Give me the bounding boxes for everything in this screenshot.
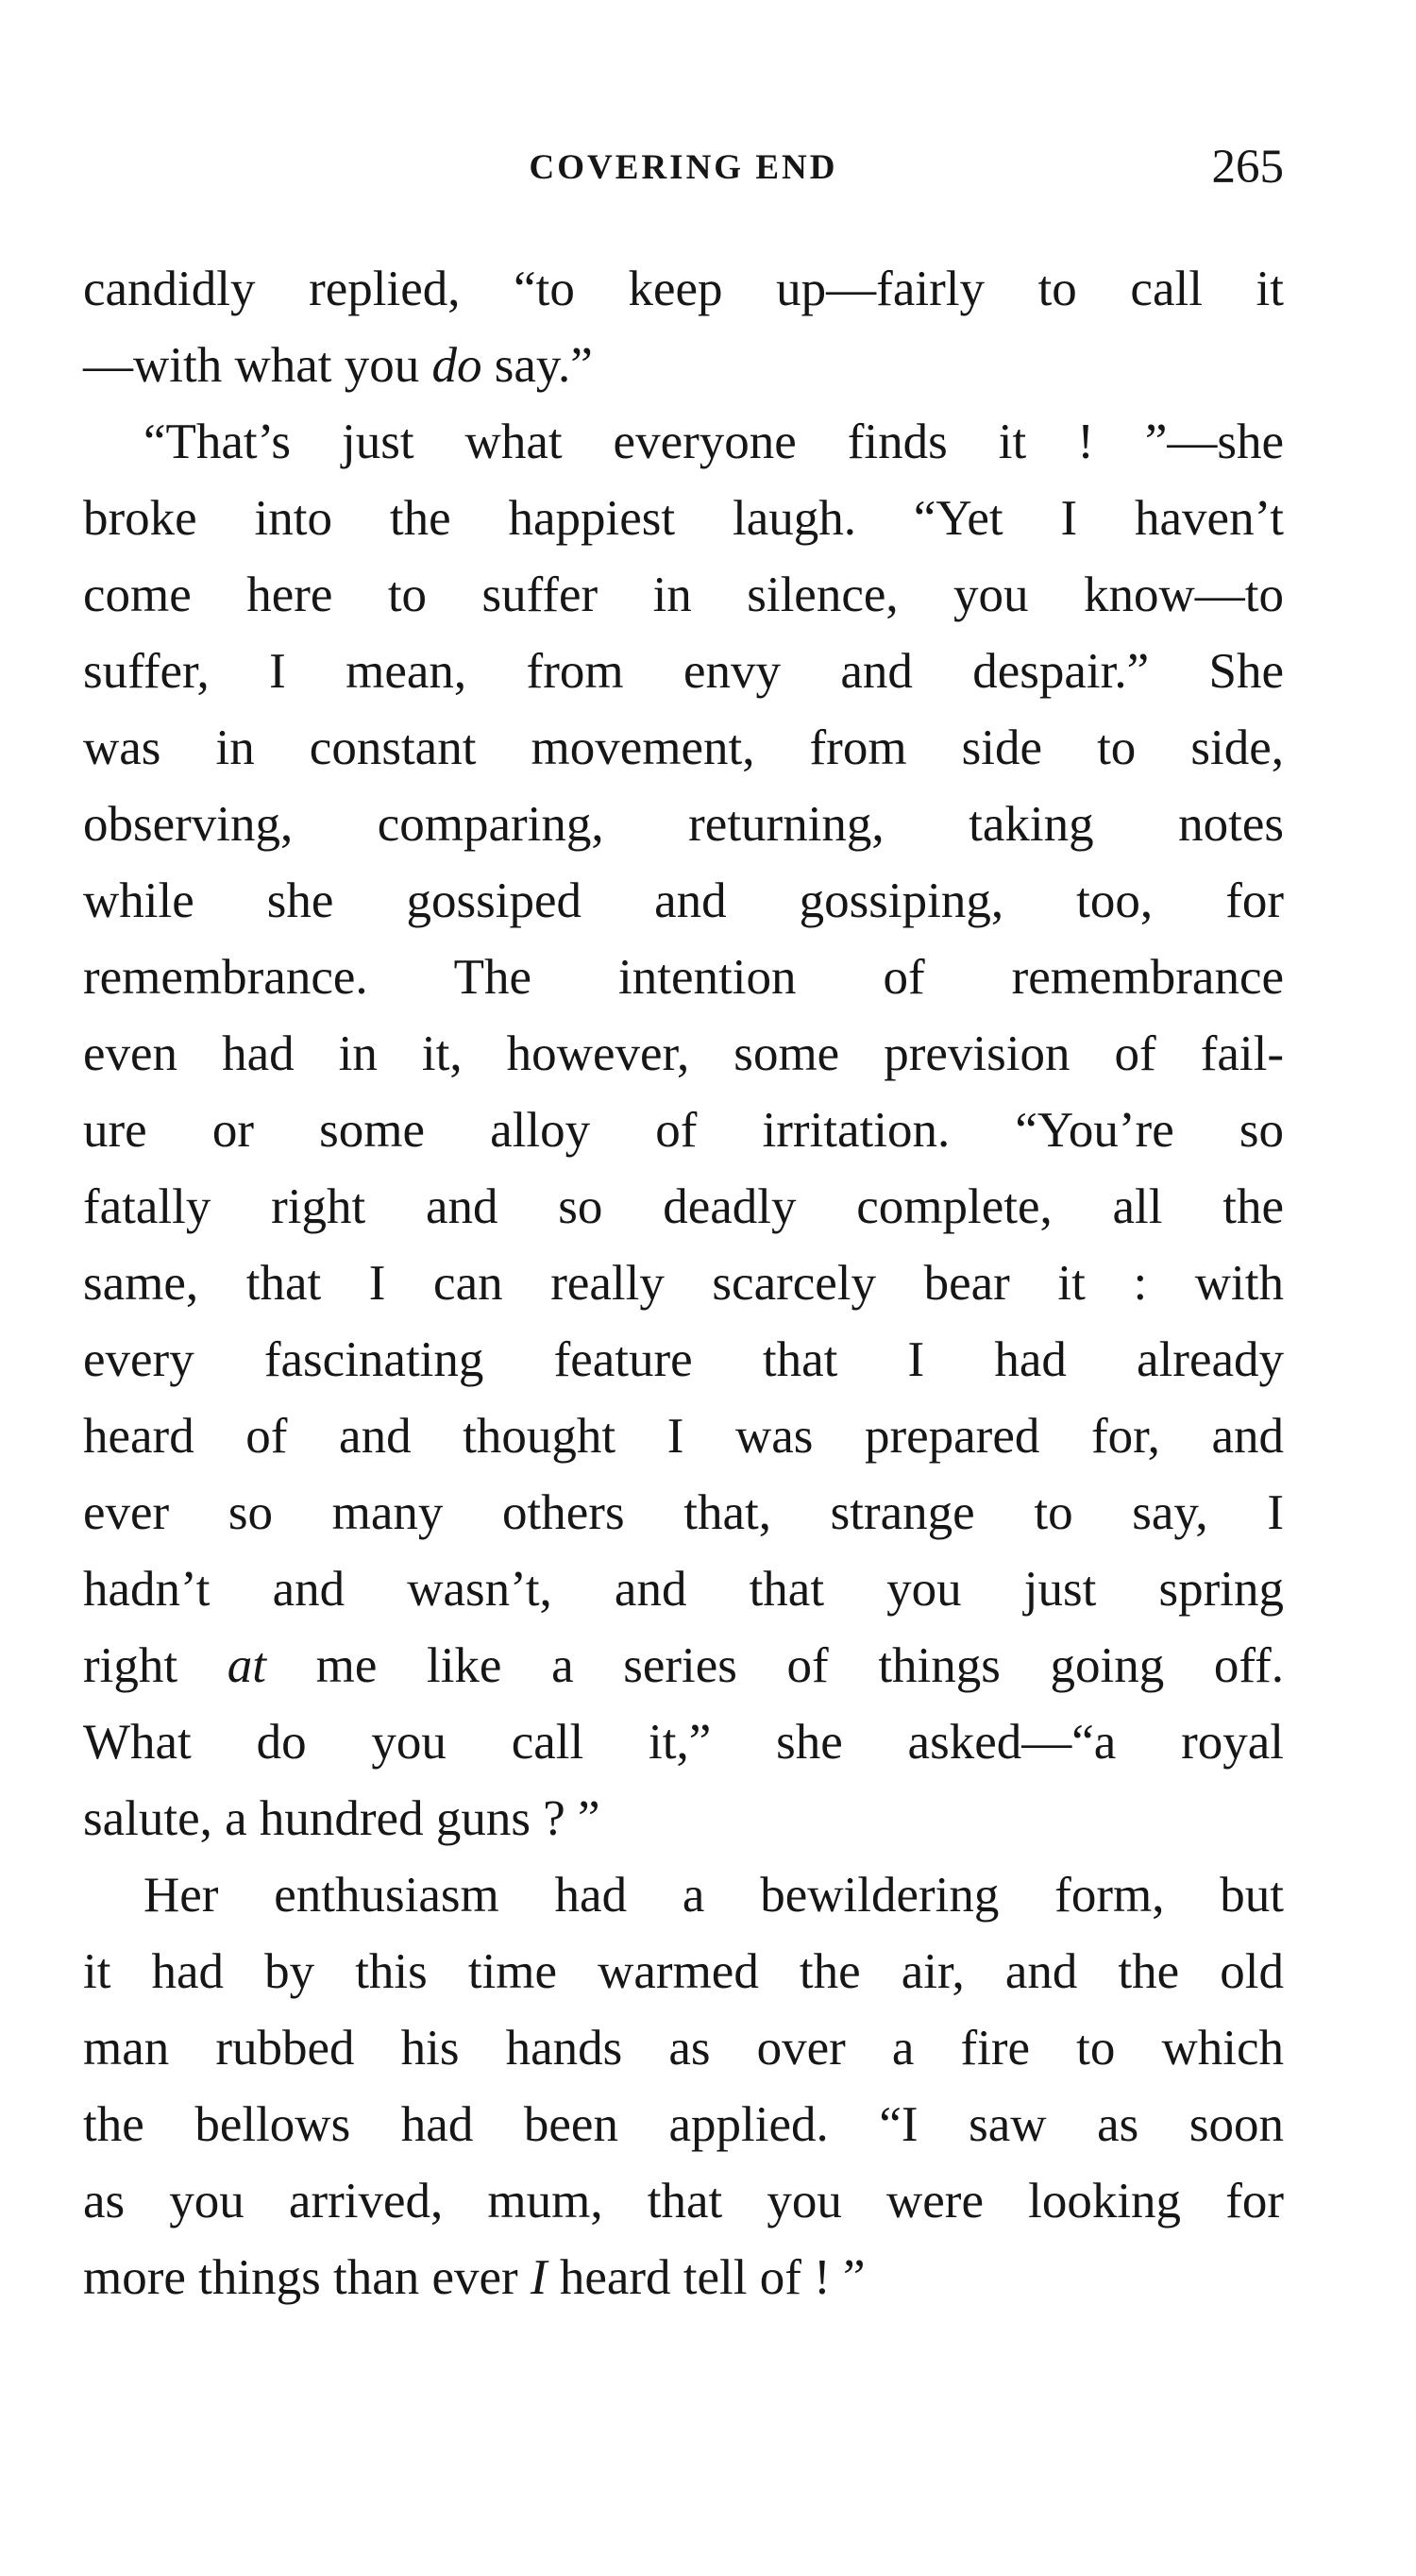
text-segment: me like a series of things going off.: [265, 1638, 1284, 1693]
text-line: [83, 404, 1284, 481]
text-line: [83, 481, 1284, 557]
body-text: [83, 251, 1284, 2316]
text-segment: What do you call it,” she asked—“a royal: [83, 1715, 1284, 1770]
text-line: [83, 2010, 1284, 2087]
text-segment: observing, comparing, returning, taking notes: [83, 797, 1284, 852]
text-line: [83, 634, 1284, 710]
text-segment: salute, a hundred guns ? ”: [83, 1791, 600, 1846]
text-segment: “That’s just what everyone finds it ! ”—she: [143, 415, 1284, 469]
italic-text: I: [530, 2250, 548, 2305]
text-line: [83, 328, 1284, 404]
text-segment: candidly replied, “to keep up—fairly to call it: [83, 262, 1284, 316]
text-segment: while she gossiped and gossiping, too, for: [83, 873, 1284, 928]
text-line: [83, 1934, 1284, 2010]
text-line: [83, 2240, 1284, 2316]
text-line: [83, 1246, 1284, 1322]
text-line: [83, 1169, 1284, 1246]
text-segment: same, that I can really scarcely bear it : with: [83, 1256, 1284, 1311]
text-line: [83, 1016, 1284, 1093]
text-line: [83, 1398, 1284, 1475]
text-segment: Her enthusiasm had a bewildering form, but: [143, 1868, 1284, 1923]
text-line: [83, 1628, 1284, 1704]
text-line: [83, 940, 1284, 1016]
text-segment: remembrance. The intention of remembrance: [83, 950, 1284, 1005]
text-line: [83, 1704, 1284, 1781]
text-segment: man rubbed his hands as over a fire to which: [83, 2021, 1284, 2076]
italic-text: do: [431, 338, 482, 393]
text-line: [83, 1322, 1284, 1398]
text-segment: was in constant movement, from side to side,: [83, 720, 1284, 775]
text-segment: broke into the happiest laugh. “Yet I haven’t: [83, 491, 1284, 546]
text-segment: ure or some alloy of irritation. “You’re so: [83, 1103, 1284, 1158]
text-line: [83, 2087, 1284, 2163]
text-line: [83, 1857, 1284, 1934]
text-line: [83, 557, 1284, 634]
text-line: [83, 2163, 1284, 2240]
text-segment: hadn’t and wasn’t, and that you just spring: [83, 1562, 1284, 1617]
text-segment: it had by this time warmed the air, and the old: [83, 1944, 1284, 1999]
text-segment: ever so many others that, strange to say, I: [83, 1485, 1284, 1540]
text-line: [83, 1551, 1284, 1628]
text-line: [83, 1781, 1284, 1857]
text-segment: even had in it, however, some prevision of fail-: [83, 1026, 1284, 1081]
running-head: [83, 142, 1284, 198]
running-title: COVERING END: [529, 148, 838, 187]
text-segment: fatally right and so deadly complete, all the: [83, 1179, 1284, 1234]
text-segment: say.”: [481, 338, 593, 393]
text-segment: every fascinating feature that I had already: [83, 1332, 1284, 1387]
text-line: [83, 251, 1284, 328]
text-segment: the bellows had been applied. “I saw as soon: [83, 2097, 1284, 2152]
page-number: 265: [1211, 141, 1284, 194]
text-segment: more things than ever: [83, 2250, 531, 2305]
text-line: [83, 1475, 1284, 1551]
text-segment: —with what you: [83, 338, 432, 393]
text-segment: right: [83, 1638, 228, 1693]
text-segment: as you arrived, mum, that you were looking for: [83, 2174, 1284, 2229]
italic-text: at: [227, 1638, 266, 1693]
text-line: [83, 710, 1284, 787]
text-segment: come here to suffer in silence, you know—to: [83, 568, 1284, 622]
text-segment: suffer, I mean, from envy and despair.” She: [83, 644, 1284, 699]
text-segment: heard tell of ! ”: [547, 2250, 866, 2305]
text-segment: heard of and thought I was prepared for, and: [83, 1409, 1284, 1464]
text-line: [83, 863, 1284, 940]
text-line: [83, 1093, 1284, 1169]
text-line: [83, 787, 1284, 863]
